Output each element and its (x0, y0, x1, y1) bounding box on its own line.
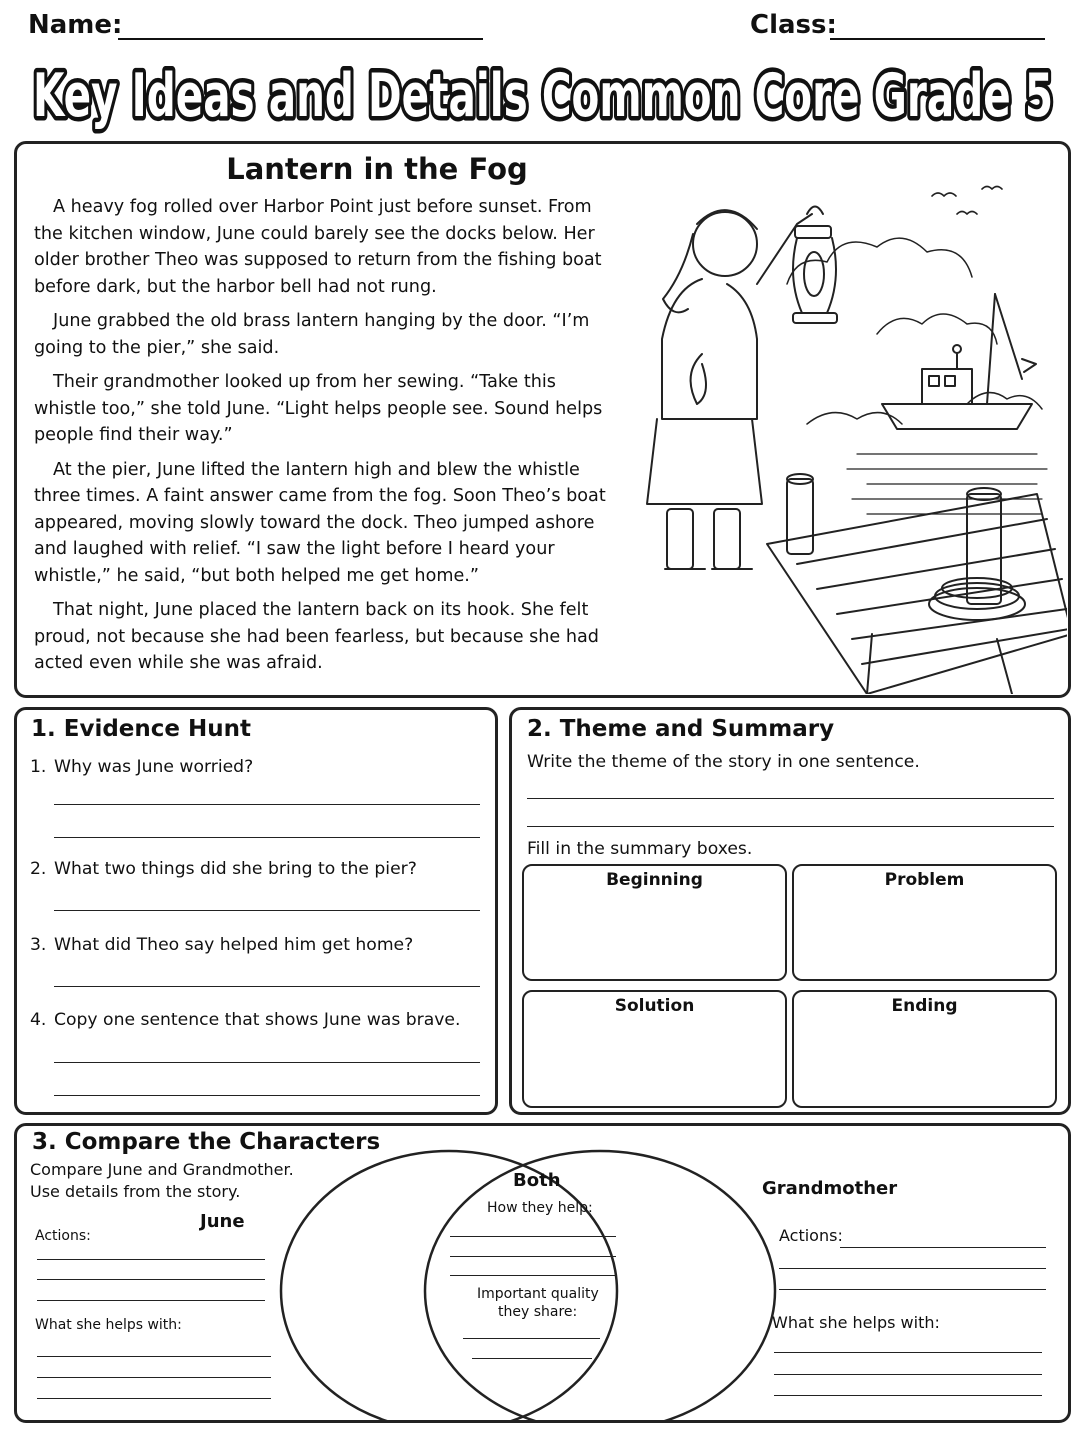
theme-prompt: Write the theme of the story in one sentence. (527, 752, 920, 772)
story-paragraph: That night, June placed the lantern back on its hook. She felt proud, not because she had been fearless, but because she had acted even while she was afraid. (34, 600, 599, 673)
story-paragraph: At the pier, June lifted the lantern high and blew the whistle three times. A faint answer came from the fog. Soon Theo’s boat appeared, moving slowly toward the dock. Theo jumped ashore and laughed with relief. “I saw the light before I heard your whistle,” he said, “but both helped me get home.” (34, 459, 606, 586)
worksheet-title (0, 50, 1086, 140)
summary-box-solution[interactable]: Solution (522, 990, 787, 1108)
theme-answer-line[interactable] (527, 826, 1054, 827)
june-actions-line[interactable] (37, 1300, 265, 1301)
answer-line[interactable] (54, 986, 480, 987)
theme-summary-panel (509, 707, 1071, 1115)
grandmother-helps-line[interactable] (774, 1395, 1042, 1396)
compare-heading: 3. Compare the Characters (32, 1129, 381, 1155)
question-3: 3. What did Theo say helped him get home? (30, 935, 414, 955)
class-line[interactable] (830, 38, 1045, 40)
june-actions-line[interactable] (37, 1259, 265, 1260)
grandmother-label: Grandmother (762, 1178, 898, 1199)
both-helps-line[interactable] (450, 1256, 616, 1257)
june-helps-line[interactable] (37, 1398, 271, 1399)
both-quality-line[interactable] (472, 1358, 592, 1359)
june-helps-line[interactable] (37, 1356, 271, 1357)
story-text (34, 194, 614, 685)
grandmother-helps-label: What she helps with: (772, 1313, 940, 1332)
june-actions-label: Actions: (35, 1228, 91, 1244)
question-4: 4. Copy one sentence that shows June was brave. (30, 1010, 461, 1030)
name-line[interactable] (118, 38, 483, 40)
compare-instruction: Compare June and Grandmother. (30, 1160, 294, 1179)
evidence-hunt-panel (14, 707, 498, 1115)
answer-line[interactable] (54, 804, 480, 805)
story-panel (14, 141, 1071, 698)
story-paragraph: Their grandmother looked up from her sewing. “Take this whistle too,” she told June. “Light helps people see. Sound helps people find their way.” (34, 372, 603, 445)
june-helps-line[interactable] (37, 1377, 271, 1378)
compare-characters-panel (14, 1123, 1071, 1423)
theme-summary-heading: 2. Theme and Summary (527, 716, 835, 742)
summary-box-ending[interactable]: Ending (792, 990, 1057, 1108)
summary-box-problem[interactable]: Problem (792, 864, 1057, 981)
both-quality-label: they share: (498, 1304, 578, 1320)
compare-instruction: Use details from the story. (30, 1182, 241, 1201)
theme-answer-line[interactable] (527, 798, 1054, 799)
both-quality-line[interactable] (463, 1338, 600, 1339)
answer-line[interactable] (54, 1095, 480, 1096)
summary-box-beginning[interactable]: Beginning (522, 864, 787, 981)
evidence-hunt-heading: 1. Evidence Hunt (31, 716, 252, 742)
grandmother-actions-label: Actions: (779, 1226, 843, 1245)
both-helps-label: How they help: (487, 1200, 593, 1216)
both-helps-line[interactable] (450, 1275, 616, 1276)
worksheet-title-text: Key Ideas and Details Common Core Grade 5 (33, 61, 1053, 131)
grandmother-helps-line[interactable] (774, 1374, 1042, 1375)
both-label: Both (513, 1170, 561, 1191)
grandmother-actions-line[interactable] (840, 1247, 1046, 1248)
story-paragraph: A heavy fog rolled over Harbor Point just before sunset. From the kitchen window, June could barely see the docks below. Her older brother Theo was supposed to return from the fishing boat before dark, but the harbor bell had not rung. (34, 197, 602, 297)
june-label: June (200, 1211, 245, 1232)
june-actions-line[interactable] (37, 1279, 265, 1280)
answer-line[interactable] (54, 837, 480, 838)
girl-with-lantern-illustration (617, 164, 1067, 694)
june-helps-label: What she helps with: (35, 1317, 182, 1333)
grandmother-actions-line[interactable] (779, 1268, 1046, 1269)
class-label: Class: (750, 10, 837, 40)
story-title: Lantern in the Fog (226, 152, 528, 186)
grandmother-helps-line[interactable] (774, 1352, 1042, 1353)
answer-line[interactable] (54, 910, 480, 911)
name-label: Name: (28, 10, 123, 40)
both-helps-line[interactable] (450, 1236, 616, 1237)
answer-line[interactable] (54, 1062, 480, 1063)
question-1: 1. Why was June worried? (30, 757, 254, 777)
both-quality-label: Important quality (477, 1286, 599, 1302)
grandmother-actions-line[interactable] (779, 1289, 1046, 1290)
question-2: 2. What two things did she bring to the pier? (30, 859, 417, 879)
summary-prompt: Fill in the summary boxes. (527, 839, 753, 859)
story-paragraph: June grabbed the old brass lantern hanging by the door. “I’m going to the pier,” she said. (34, 311, 590, 358)
